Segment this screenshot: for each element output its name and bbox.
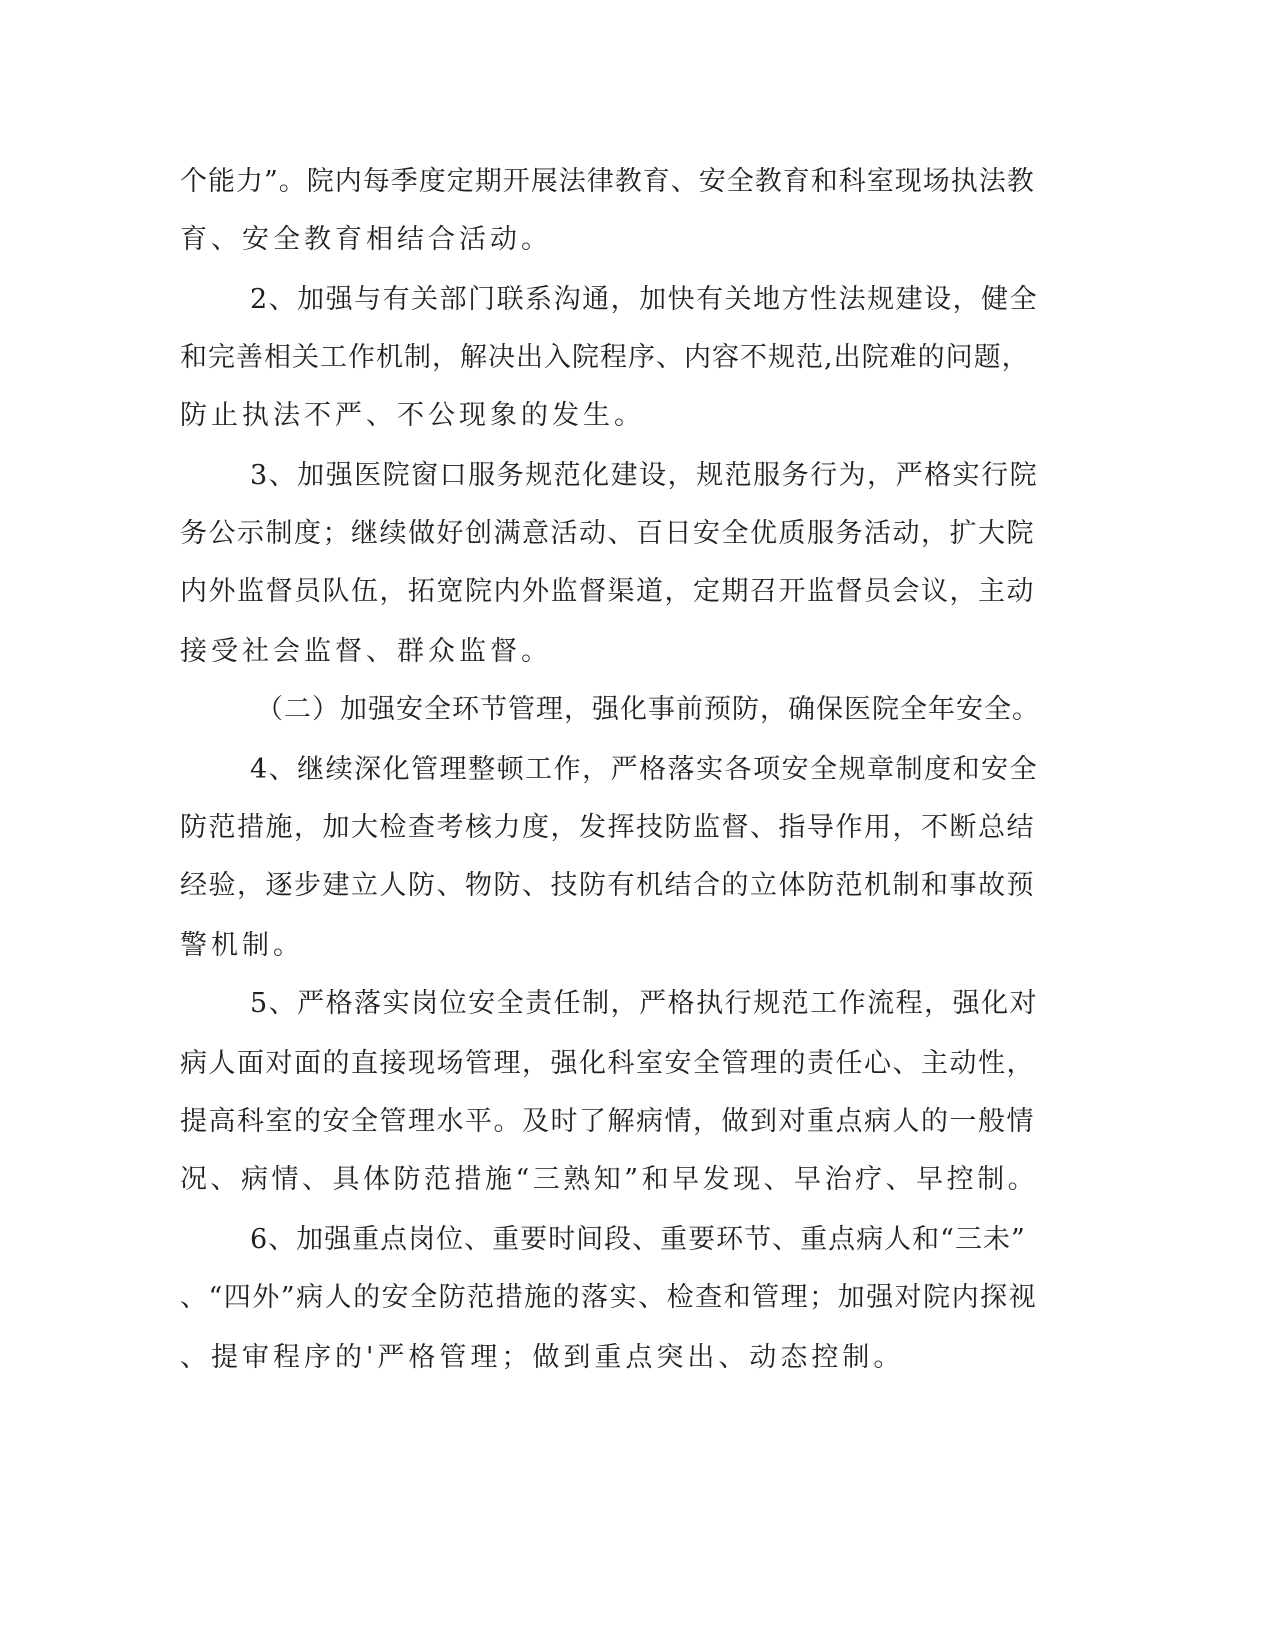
body-text-line: 6、加强重点岗位、重要时间段、重要环节、重点病人和“三未” xyxy=(250,1224,1026,1255)
body-text-line: 警机制。 xyxy=(180,930,304,961)
body-text-line: 务公示制度；继续做好创满意活动、百日安全优质服务活动，扩大院 xyxy=(180,518,1035,549)
body-text-line: 况、病情、具体防范措施“三熟知”和早发现、早治疗、早控制。 xyxy=(180,1164,1039,1195)
body-text-line: 防止执法不严、不公现象的发生。 xyxy=(180,400,645,431)
body-text-line: 、“四外”病人的安全防范措施的落实、检查和管理；加强对院内探视 xyxy=(180,1282,1038,1313)
body-text-line: 5、严格落实岗位安全责任制，严格执行规范工作流程，强化对 xyxy=(250,988,1039,1019)
body-text-line: 4、继续深化管理整顿工作，严格落实各项安全规章制度和安全 xyxy=(250,754,1039,785)
body-text-line: 提高科室的安全管理水平。及时了解病情，做到对重点病人的一般情 xyxy=(180,1106,1035,1137)
body-text-line: 和完善相关工作机制，解决出入院程序、内容不规范,出院难的问题， xyxy=(180,342,1030,373)
body-text-line: 防范措施，加大检查考核力度，发挥技防监督、指导作用，不断总结 xyxy=(180,812,1035,843)
body-text-line: 经验，逐步建立人防、物防、技防有机结合的立体防范机制和事故预 xyxy=(180,870,1035,901)
body-text-line: 3、加强医院窗口服务规范化建设，规范服务行为，严格实行院 xyxy=(250,460,1039,491)
body-text-line: 内外监督员队伍，拓宽院内外监督渠道，定期召开监督员会议，主动 xyxy=(180,576,1035,607)
body-text-line: 2、加强与有关部门联系沟通，加快有关地方性法规建设，健全 xyxy=(250,284,1039,315)
body-text-line: 病人面对面的直接现场管理，强化科室安全管理的责任心、主动性， xyxy=(180,1048,1035,1079)
body-text-line: 育、安全教育相结合活动。 xyxy=(180,224,552,255)
body-text-line: 个能力”。院内每季度定期开展法律教育、安全教育和科室现场执法教 xyxy=(180,166,1035,197)
section-heading: （二）加强安全环节管理，强化事前预防，确保医院全年安全。 xyxy=(256,694,1040,725)
body-text-line: 接受社会监督、群众监督。 xyxy=(180,636,552,667)
body-text-line: 、提审程序的'严格管理；做到重点突出、动态控制。 xyxy=(180,1342,905,1373)
